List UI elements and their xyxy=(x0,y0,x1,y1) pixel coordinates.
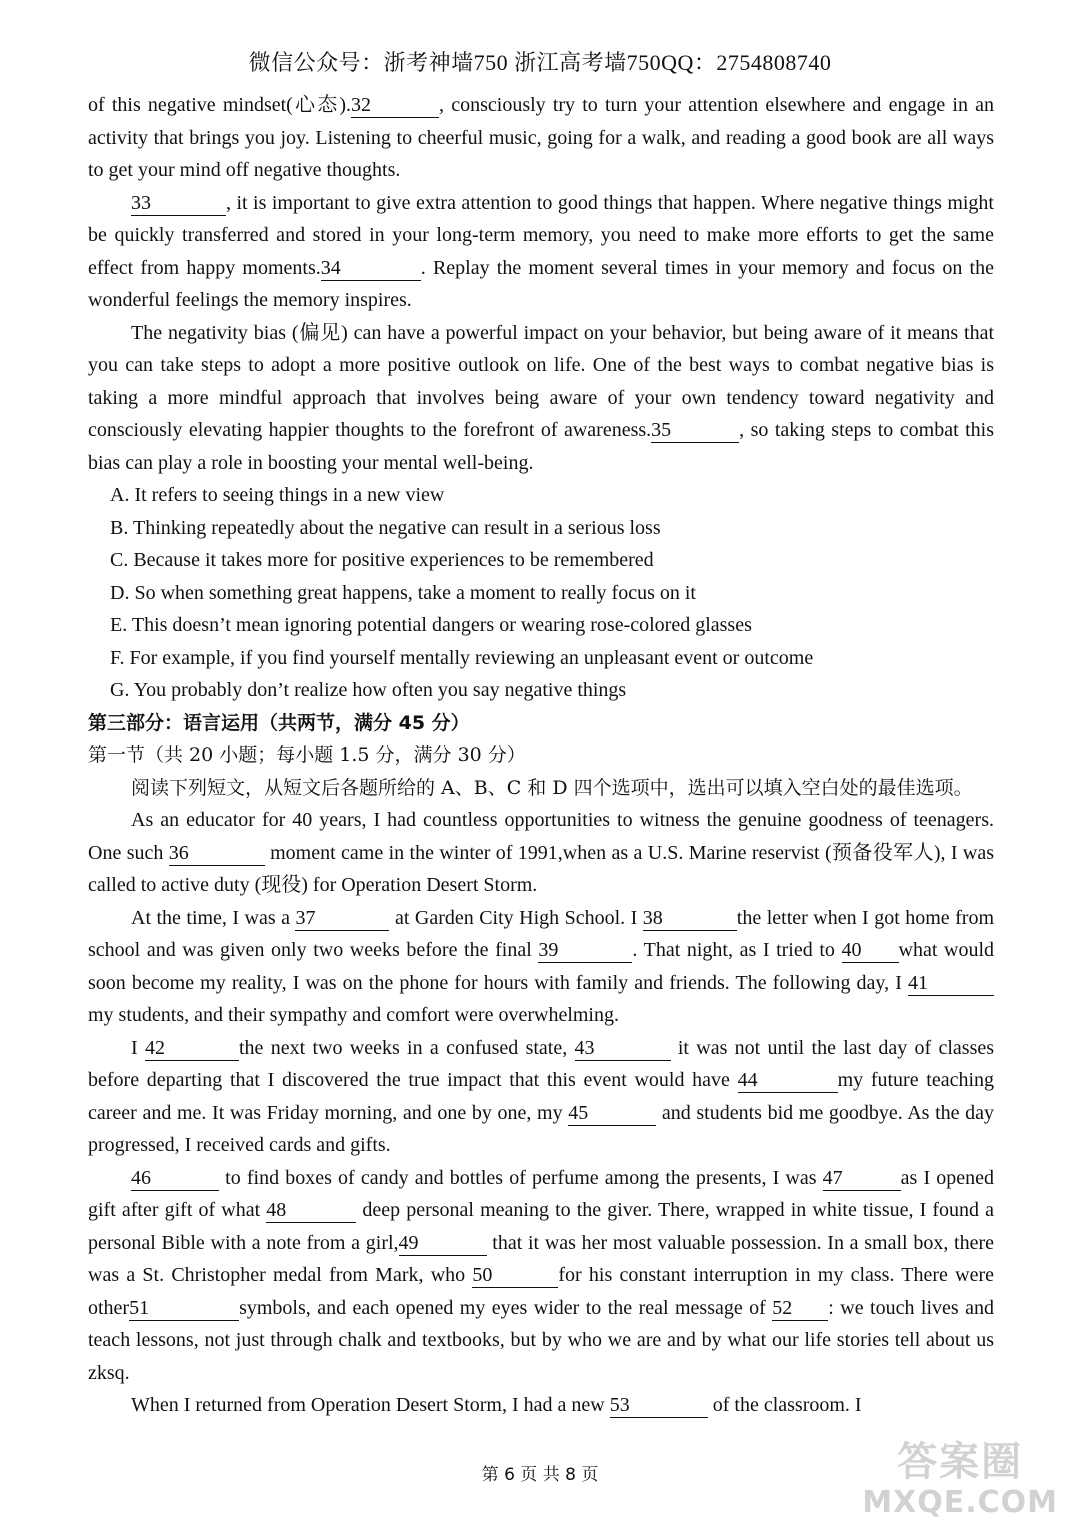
watermark-url: MXQE.COM xyxy=(862,1485,1058,1520)
cloze-paragraph-1: As an educator for 40 years, I had countless opportunities to witness the genuine goodness of teenagers. One such 36 moment came in the winter of 1991,when as a U.S. Marine reservist (预备役军人), I was called to active duty (现役) for Operation Desert Storm. xyxy=(88,809,995,896)
blank-36: 36 xyxy=(169,841,265,866)
blank-49: 49 xyxy=(399,1231,487,1256)
option-b: B. Thinking repeatedly about the negative can result in a serious loss xyxy=(110,516,661,539)
section-heading: 第三部分：语言运用（共两节，满分 45 分） xyxy=(88,711,470,734)
blank-37: 37 xyxy=(295,906,389,931)
cloze-paragraph-5: When I returned from Operation Desert Storm, I had a new 53 of the classroom. I xyxy=(131,1394,862,1416)
subsection-heading: 第一节（共 20 小题；每小题 1.5 分，满分 30 分） xyxy=(88,744,526,766)
page-content xyxy=(88,89,994,1422)
blank-50: 50 xyxy=(472,1263,558,1288)
wechat-header: 微信公众号：浙考神墙750 浙江高考墙750QQ：2754808740 xyxy=(248,50,832,75)
blank-48: 48 xyxy=(266,1198,356,1223)
option-c: C. Because it takes more for positive experiences to be remembered xyxy=(110,549,654,571)
option-a: A. It refers to seeing things in a new view xyxy=(110,484,445,506)
blank-51: 51 xyxy=(129,1296,239,1321)
option-d: D. So when something great happens, take a moment to really focus on it xyxy=(110,581,696,604)
option-g: G. You probably don’t realize how often you say negative things xyxy=(110,679,627,701)
blank-45: 45 xyxy=(568,1101,656,1126)
blank-32: 32 xyxy=(351,93,439,118)
passage-paragraph-2: 33 , it is important to give extra attention to good things that happen. Where negative things might be quickly transferred and stored in your long-term memory, you need to make more efforts to get the same effect from happy moments.34 . Replay the moment several times in your memory and focus on the wonderful feelings the memory inspires. xyxy=(88,191,994,311)
watermark-logo-text: 答案圈 xyxy=(897,1439,1024,1485)
blank-44: 44 xyxy=(738,1068,838,1093)
site-watermark xyxy=(862,1438,1058,1520)
blank-35: 35 xyxy=(651,418,739,443)
blank-52: 52 xyxy=(772,1296,828,1321)
blank-40: 40 xyxy=(842,938,899,963)
page-number: 第 6 页 共 8 页 xyxy=(481,1465,599,1485)
cloze-paragraph-4: 46 to find boxes of candy and bottles of perfume among the presents, I was 47 as I opened gift after gift of what 48 deep personal meaning to the giver. There, wrapped in white tissue, I found a personal Bible with a note from a girl,49 that it was her most valuable possession. In a small box, there was a St. Christopher medal from Mark, who 50 for his constant interruption in my class. There were other51 symbols, and each opened my eyes wider to the real message of 52 : we touch lives and teach lessons, not just through chalk and textbooks, but by who we are and by what our life stories tell about us zksq. xyxy=(88,1166,995,1384)
option-e: E. This doesn’t mean ignoring potential dangers or wearing rose-colored glasses xyxy=(110,614,752,636)
blank-33: 33 xyxy=(131,191,226,216)
instructions: 阅读下列短文，从短文后各题所给的 A、B、C 和 D 四个选项中，选出可以填入空白处的最佳选项。 xyxy=(131,776,973,799)
blank-38: 38 xyxy=(643,906,737,931)
blank-39: 39 xyxy=(538,938,632,963)
cloze-paragraph-3: I 42 the next two weeks in a confused state, 43 it was not until the last day of classes before departing that I discovered the true impact that this event would have 44 my future teaching career and me. It was Friday morning, and one by one, my 45 and students bid me goodbye. As the day progressed, I received cards and gifts. xyxy=(88,1036,995,1156)
blank-43: 43 xyxy=(575,1036,671,1061)
blank-42: 42 xyxy=(145,1036,239,1061)
blank-53: 53 xyxy=(610,1393,708,1418)
blank-47: 47 xyxy=(823,1166,901,1191)
passage-paragraph-1: of this negative mindset(心态).32 , consciously try to turn your attention elsewhere and engage in an activity that brings you joy. Listening to cheerful music, going for a walk, and reading a good book are all ways to get your mind off negative thoughts. xyxy=(88,94,994,181)
option-f: F. For example, if you find yourself mentally reviewing an unpleasant event or outcome xyxy=(110,646,814,669)
option-list xyxy=(88,479,994,707)
blank-41: 41 xyxy=(908,971,994,996)
passage-paragraph-3: The negativity bias (偏见) can have a powerful impact on your behavior, but being aware of it means that you can take steps to adopt a more positive outlook on life. One of the best ways to combat negative bias is taking a more mindful approach that involves being aware of your own tendency toward negativity and consciously elevating happier thoughts to the forefront of awareness.35 , so taking steps to combat this bias can play a role in boosting your mental well-being. xyxy=(88,321,994,474)
blank-34: 34 xyxy=(321,256,421,281)
blank-46: 46 xyxy=(131,1166,219,1191)
cloze-paragraph-2: At the time, I was a 37 at Garden City High School. I 38 the letter when I got home from school and was given only two weeks before the final 39 . That night, as I tried to 40 what would soon become my reality, I was on the phone for hours with family and friends. The following day, I 41 my students, and their sympathy and comfort were overwhelming. xyxy=(88,906,995,1026)
